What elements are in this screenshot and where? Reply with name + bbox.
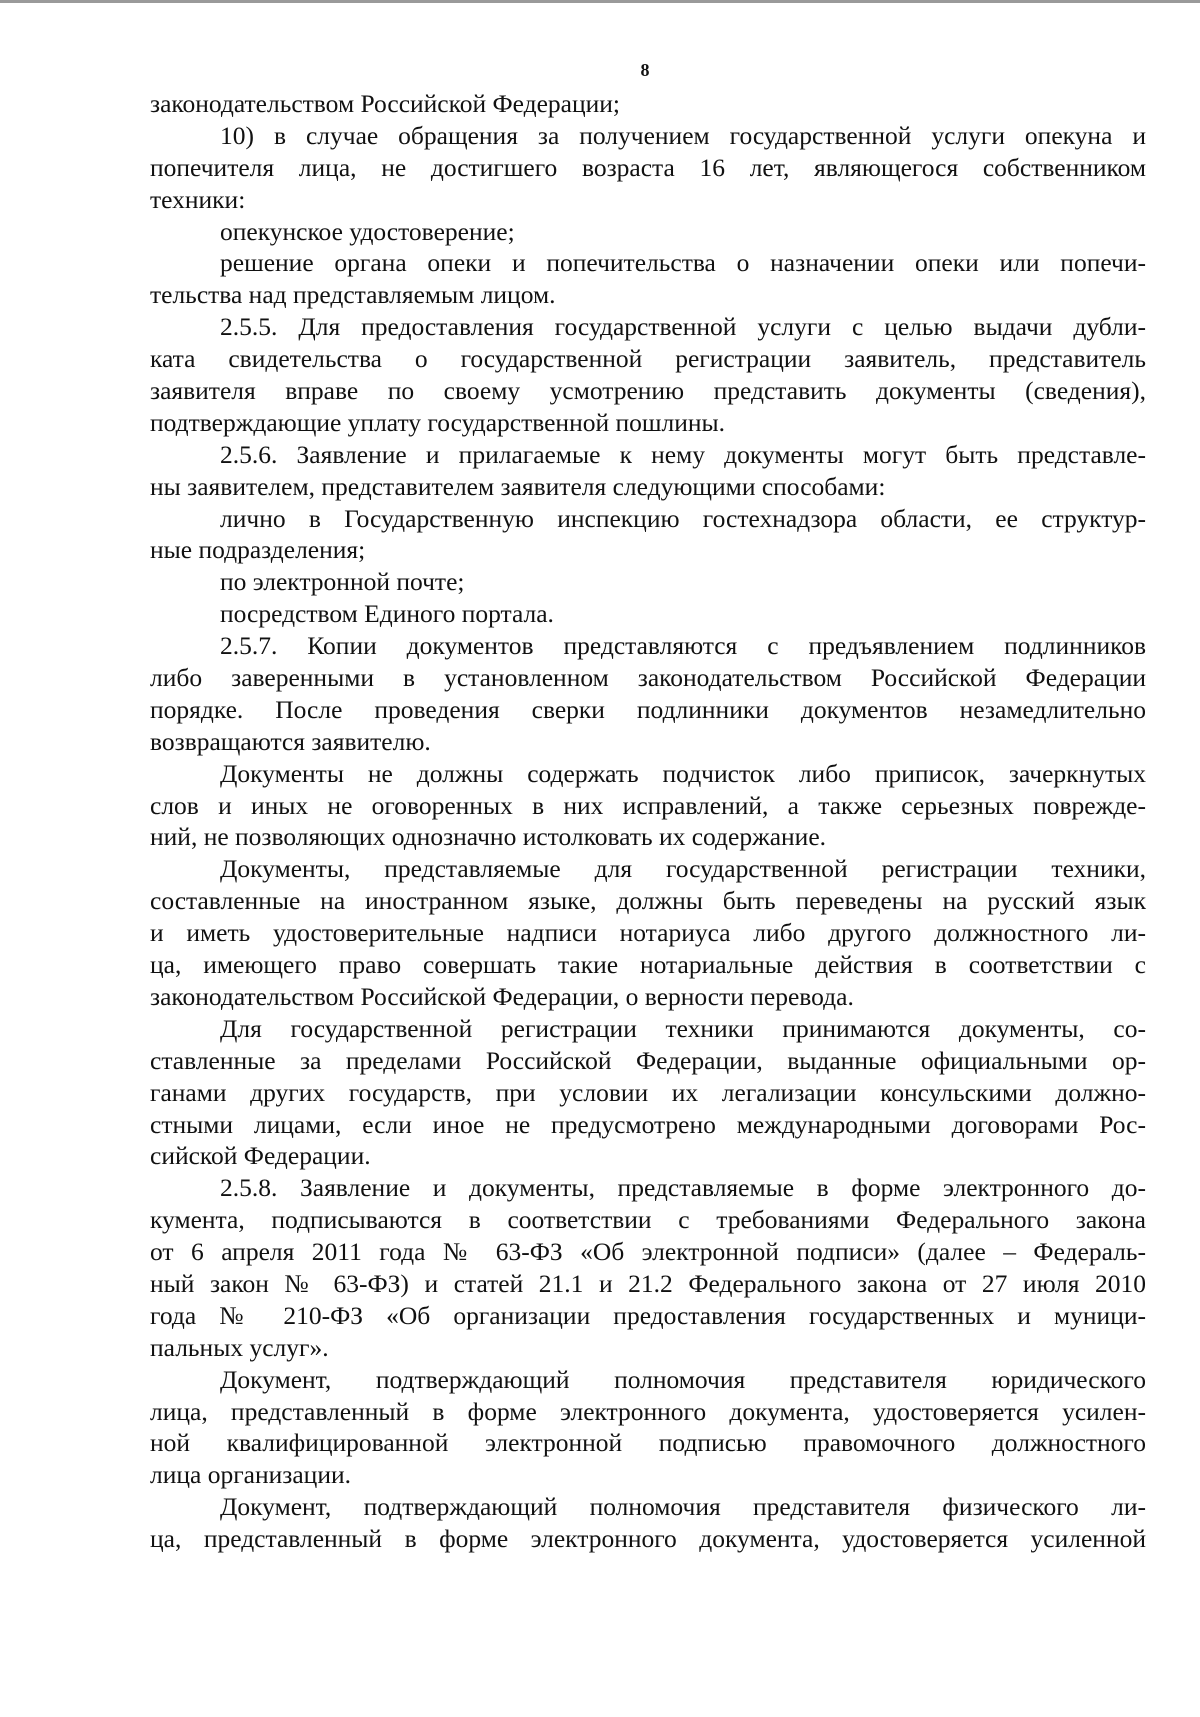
text-line: ставленные за пределами Российской Федерации, выданные официальными ор- xyxy=(150,1045,1146,1075)
text-line: ны заявителем, представителем заявителя следующими способами: xyxy=(150,471,886,501)
text-line: ца, представленный в форме электронного документа, удостоверяется усиленной xyxy=(150,1524,1146,1554)
text-line: ный закон № 63-ФЗ) и статей 21.1 и 21.2 Федерального закона от 27 июля 2010 xyxy=(150,1268,1146,1298)
text-line: слов и иных не оговоренных в них исправлений, а также серьезных поврежде- xyxy=(150,790,1146,820)
text-line: ной квалифицированной электронной подписью правомочного должностного xyxy=(150,1428,1146,1458)
text-line: 2.5.5. Для предоставления государственной услуги с целью выдачи дубли- xyxy=(220,312,1146,342)
text-line: порядке. После проведения сверки подлинники документов незамедлительно xyxy=(150,694,1146,724)
text-line: ганами других государств, при условии их легализации консульскими должно- xyxy=(150,1077,1146,1107)
text-line: лично в Государственную инспекцию гостехнадзора области, ее структур- xyxy=(220,503,1146,533)
text-line: 10) в случае обращения за получением государственной услуги опекуна и xyxy=(220,120,1146,150)
text-line: ний, не позволяющих однозначно истолковать их содержание. xyxy=(150,822,827,852)
text-line: и иметь удостоверительные надписи нотариуса либо другого должностного ли- xyxy=(150,918,1146,948)
text-line: лица, представленный в форме электронного документа, удостоверяется усилен- xyxy=(150,1396,1146,1426)
page-number: 8 xyxy=(640,60,650,80)
text-line: сийской Федерации. xyxy=(150,1141,371,1171)
text-line: Документы не должны содержать подчисток либо приписок, зачеркнутых xyxy=(220,758,1146,788)
text-line: тельства над представляемым лицом. xyxy=(150,280,556,310)
text-line: законодательством Российской Федерации; xyxy=(150,89,621,118)
text-line: лица организации. xyxy=(150,1460,351,1490)
text-line: 2.5.8. Заявление и документы, представляемые в форме электронного до- xyxy=(220,1173,1146,1203)
text-line: ные подразделения; xyxy=(150,535,366,565)
text-line: решение органа опеки и попечительства о назначении опеки или попечи- xyxy=(220,248,1146,278)
text-line: попечителя лица, не достигшего возраста 16 лет, являющегося собственником xyxy=(150,152,1146,182)
text-line: Документы, представляемые для государственной регистрации техники, xyxy=(220,854,1146,884)
text-line: стными лицами, если иное не предусмотрено международными договорами Рос- xyxy=(150,1109,1146,1139)
text-line: заявителя вправе по своему усмотрению представить документы (сведения), xyxy=(150,376,1146,406)
text-line: возвращаются заявителю. xyxy=(150,726,431,756)
text-line: 2.5.6. Заявление и прилагаемые к нему документы могут быть представле- xyxy=(220,439,1146,469)
text-line: составленные на иностранном языке, должны быть переведены на русский язык xyxy=(150,886,1146,916)
text-line: пальных услуг». xyxy=(150,1332,329,1362)
text-line: ката свидетельства о государственной регистрации заявитель, представитель xyxy=(150,344,1146,374)
document-body xyxy=(150,88,1146,1555)
text-line: ца, имеющего право совершать такие нотариальные действия в соответствии с xyxy=(150,950,1146,980)
text-line: по электронной почте; xyxy=(220,567,465,597)
text-line: года № 210-ФЗ «Об организации предоставления государственных и муници- xyxy=(150,1300,1146,1330)
text-line: посредством Единого портала. xyxy=(220,599,554,629)
text-line: законодательством Российской Федерации, о верности перевода. xyxy=(150,981,854,1011)
text-line: Документ, подтверждающий полномочия представителя юридического xyxy=(220,1364,1146,1394)
text-line: 2.5.7. Копии документов представляются с предъявлением подлинников xyxy=(220,631,1146,661)
text-line: техники: xyxy=(150,184,246,214)
text-line: Документ, подтверждающий полномочия представителя физического ли- xyxy=(220,1492,1146,1522)
text-line: либо заверенными в установленном законодательством Российской Федерации xyxy=(150,663,1146,693)
scan-edge-line xyxy=(0,0,1200,3)
text-line: подтверждающие уплату государственной пошлины. xyxy=(150,407,726,437)
text-line: опекунское удостоверение; xyxy=(220,216,515,246)
text-line: кумента, подписываются в соответствии с требованиями Федерального закона xyxy=(150,1205,1146,1235)
text-line: от 6 апреля 2011 года № 63-ФЗ «Об электронной подписи» (далее – Федераль- xyxy=(150,1237,1146,1267)
text-line: Для государственной регистрации техники принимаются документы, со- xyxy=(220,1013,1146,1043)
